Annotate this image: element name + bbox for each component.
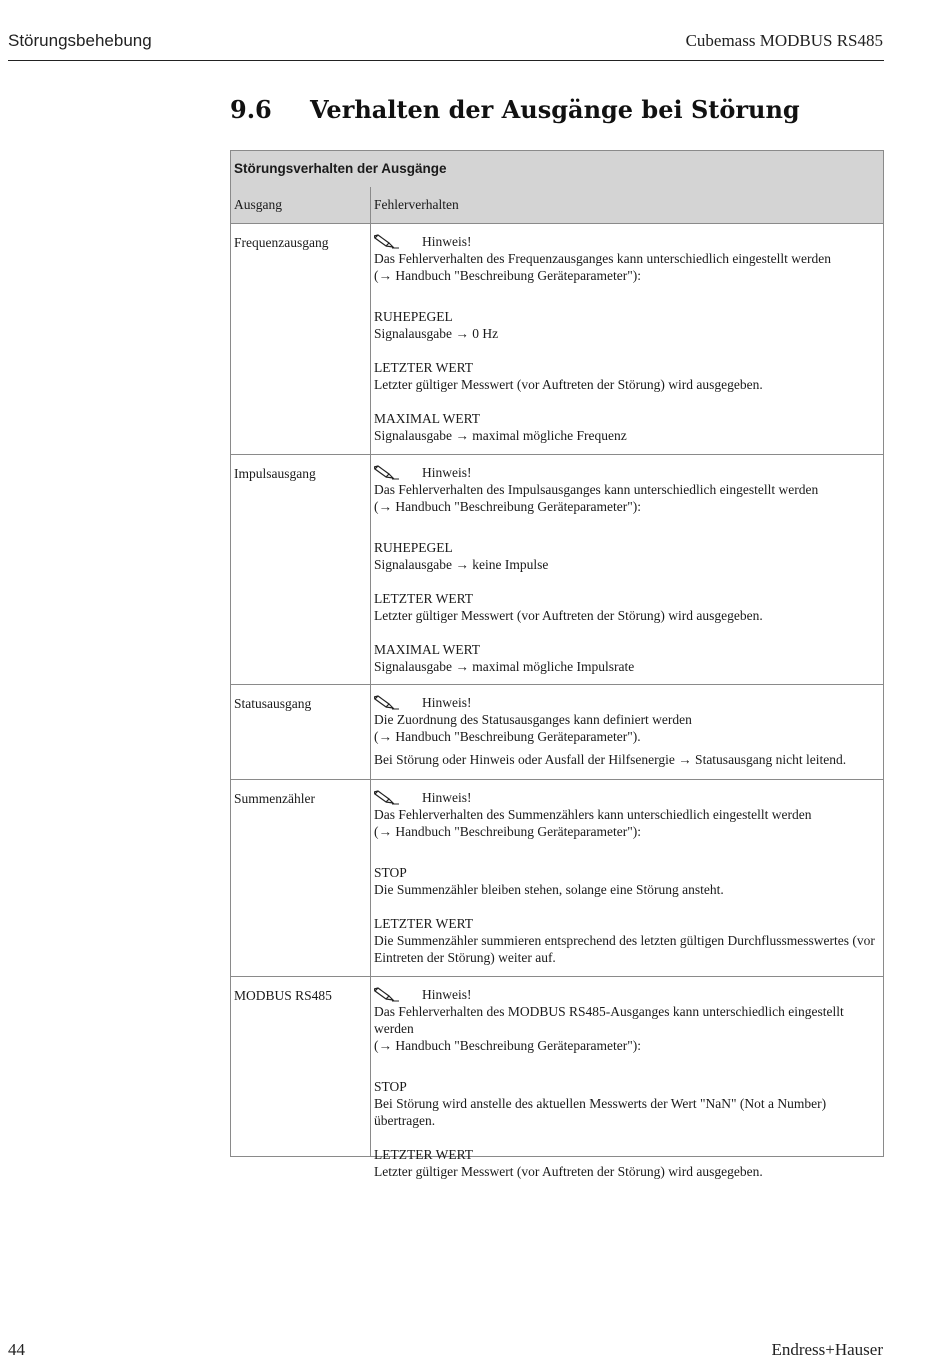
option-description: Eintreten der Störung) weiter auf. — [374, 950, 556, 965]
description-line: Die Zuordnung des Statusausganges kann definiert werden — [374, 712, 692, 727]
option-name: STOP — [374, 865, 407, 880]
pencil-icon — [374, 986, 400, 1003]
section-title: Verhalten der Ausgänge bei Störung — [310, 95, 800, 124]
description-line: Das Fehlerverhalten des MODBUS RS485-Ausganges kann unterschiedlich eingestellt werden — [374, 1004, 844, 1036]
note-label: Hinweis! — [422, 465, 472, 480]
fault-behaviour-cell — [371, 780, 883, 976]
note-line — [374, 233, 880, 250]
pencil-icon — [374, 233, 400, 250]
option-name: MAXIMAL WERT — [374, 642, 481, 657]
description-line: Das Fehlerverhalten des Impulsausganges kann unterschiedlich eingestellt werden — [374, 482, 819, 497]
table-header-row — [230, 187, 884, 224]
note-label: Hinweis! — [422, 987, 472, 1002]
note-label: Hinweis! — [422, 695, 472, 710]
option-description: Letzter gültiger Messwert (vor Auftreten der Störung) wird ausgegeben. — [374, 377, 763, 392]
section-heading — [230, 95, 800, 124]
note-line — [374, 464, 880, 481]
description-line: (→ Handbuch "Beschreibung Geräteparameter"): — [374, 499, 642, 514]
note-line — [374, 694, 880, 711]
option-name: LETZTER WERT — [374, 1147, 474, 1162]
option-description: Bei Störung wird anstelle des aktuellen Messwerts der Wert "NaN" (Not a Number) übertragen. — [374, 1096, 827, 1128]
option-name: STOP — [374, 1079, 407, 1094]
output-name: Statusausgang — [231, 685, 371, 779]
table-row — [230, 780, 884, 977]
option-name: MAXIMAL WERT — [374, 411, 481, 426]
fault-behaviour-cell — [371, 685, 883, 779]
option-name: RUHEPEGEL — [374, 540, 453, 555]
option-name: LETZTER WERT — [374, 916, 474, 931]
footer-brand: Endress+Hauser — [771, 1340, 883, 1359]
output-name: Summenzähler — [231, 780, 371, 976]
output-name: Frequenzausgang — [231, 224, 371, 454]
description-line: Das Fehlerverhalten des Summenzählers kann unterschiedlich eingestellt werden — [374, 807, 812, 822]
page-number: 44 — [8, 1340, 25, 1359]
option-name: RUHEPEGEL — [374, 309, 453, 324]
description-line: (→ Handbuch "Beschreibung Geräteparameter"): — [374, 824, 642, 839]
table-row — [230, 685, 884, 780]
table-caption: Störungsverhalten der Ausgänge — [230, 150, 884, 187]
option-description: Signalausgabe → 0 Hz — [374, 326, 499, 341]
option-description: Letzter gültiger Messwert (vor Auftreten der Störung) wird ausgegeben. — [374, 1164, 763, 1179]
fault-behaviour-table — [230, 150, 884, 1179]
option-name: LETZTER WERT — [374, 591, 474, 606]
option-description: Die Summenzähler bleiben stehen, solange eine Störung ansteht. — [374, 882, 724, 897]
fault-behaviour-cell — [371, 224, 883, 454]
option-description: Letzter gültiger Messwert (vor Auftreten der Störung) wird ausgegeben. — [374, 608, 763, 623]
description-line: Bei Störung oder Hinweis oder Ausfall der Hilfsenergie → Statusausgang nicht leitend. — [374, 752, 847, 767]
table-row — [230, 977, 884, 1179]
option-description: Signalausgabe → maximal mögliche Frequenz — [374, 428, 627, 443]
table-row — [230, 455, 884, 685]
pencil-icon — [374, 789, 400, 806]
note-label: Hinweis! — [422, 790, 472, 805]
note-line — [374, 986, 880, 1003]
option-description: Signalausgabe → keine Impulse — [374, 557, 549, 572]
pencil-icon — [374, 694, 400, 711]
running-header-product: Cubemass MODBUS RS485 — [685, 31, 883, 50]
pencil-icon — [374, 464, 400, 481]
column-header-behaviour: Fehlerverhalten — [374, 197, 459, 212]
table-row — [230, 224, 884, 455]
output-name: MODBUS RS485 — [231, 977, 371, 1156]
description-line: (→ Handbuch "Beschreibung Geräteparameter"): — [374, 1038, 642, 1053]
option-description: Signalausgabe → maximal mögliche Impulsrate — [374, 659, 635, 674]
description-line: (→ Handbuch "Beschreibung Geräteparameter"): — [374, 268, 642, 283]
description-line: (→ Handbuch "Beschreibung Geräteparameter"). — [374, 729, 641, 744]
running-header-section: Störungsbehebung — [8, 31, 152, 50]
note-line — [374, 789, 880, 806]
fault-behaviour-cell — [371, 977, 883, 1179]
description-line: Das Fehlerverhalten des Frequenzausganges kann unterschiedlich eingestellt werden — [374, 251, 831, 266]
column-header-output: Ausgang — [231, 187, 371, 223]
section-number: 9.6 — [230, 95, 272, 124]
option-name: LETZTER WERT — [374, 360, 474, 375]
note-label: Hinweis! — [422, 234, 472, 249]
output-name: Impulsausgang — [231, 455, 371, 684]
header-rule — [8, 60, 884, 61]
option-description: Die Summenzähler summieren entsprechend des letzten gültigen Durchflussmesswertes (vor — [374, 933, 875, 948]
fault-behaviour-cell — [371, 455, 883, 684]
